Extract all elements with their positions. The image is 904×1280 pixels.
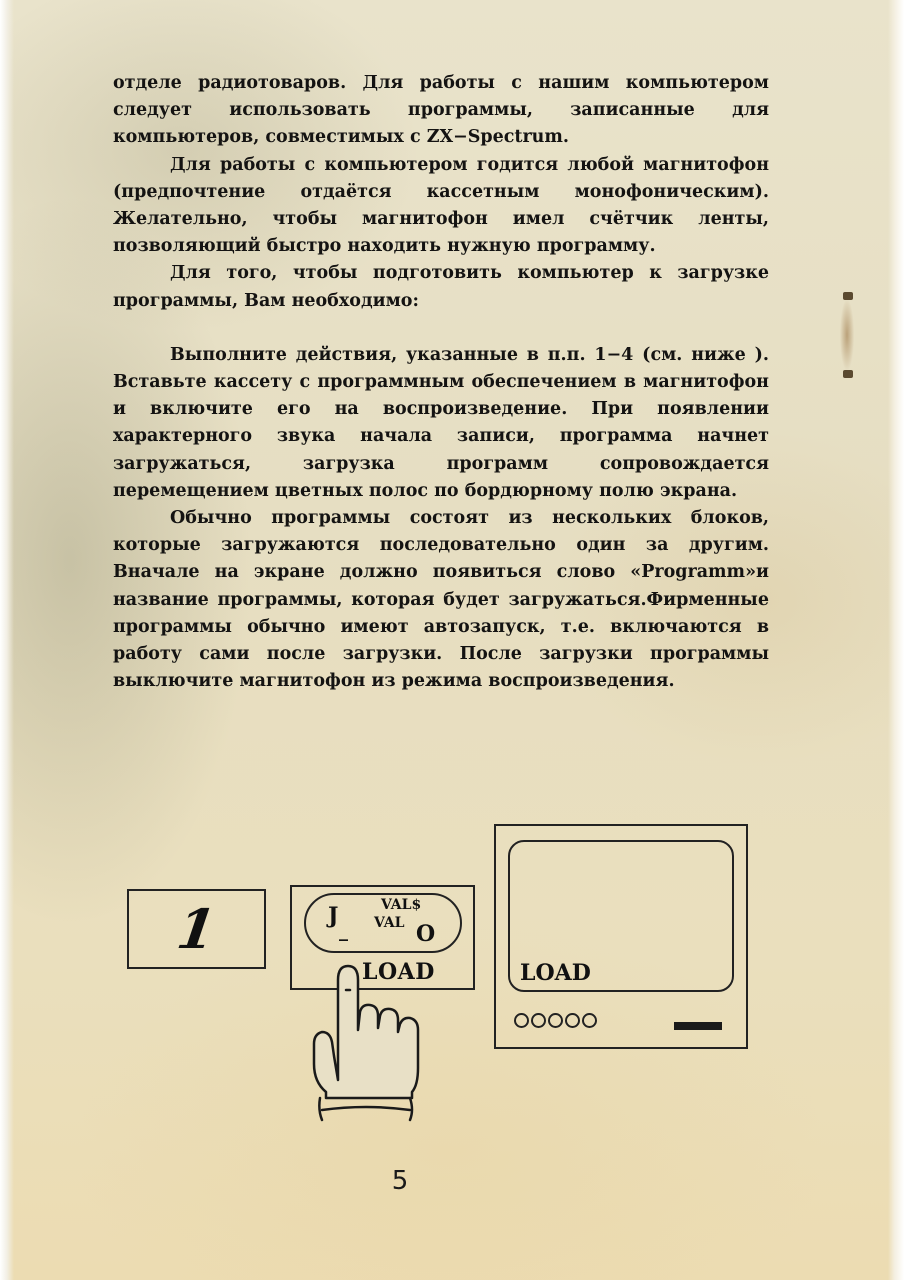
paragraph-5: Обычно программы состоят из нескольких блоков, которые загружаются последовательно один за другим. Вначале на экране должно появиться слово «Programm»и название программы, которая будет загружаться.Фирменные программы обычно имеют автозапуск, т.е. включаются в работу сами после загрузки. После загрузки программы выключите магнитофон из режима воспроизведения. — [113, 508, 769, 692]
tv-slot — [674, 1022, 722, 1030]
step-number-box — [127, 889, 266, 969]
body-text — [113, 70, 769, 695]
paragraph-2: Для работы с компьютером годится любой магнитофон (предпочтение отдаётся кассетным монофоническим). Желательно, чтобы магнитофон имел счётчик ленты, позволяющий быстро находить нужную программу. — [113, 154, 769, 257]
tv-knob — [565, 1013, 580, 1028]
keycap — [304, 893, 462, 953]
key-top-keyword: VAL$ — [381, 897, 422, 913]
tv-knob — [548, 1013, 563, 1028]
key-command-label: LOAD — [362, 959, 435, 985]
tv-illustration — [494, 824, 748, 1049]
step-number: 1 — [173, 897, 220, 961]
page-left-edge — [0, 0, 14, 1280]
key-mid-keyword: VAL — [374, 915, 405, 931]
tv-knob — [514, 1013, 529, 1028]
staple-end-top — [843, 292, 853, 300]
staple-end-bottom — [843, 370, 853, 378]
key-symbol-letter: O — [416, 921, 436, 947]
tv-knobs — [514, 1013, 597, 1028]
tv-knob — [582, 1013, 597, 1028]
key-main-letter: J — [328, 903, 339, 929]
tv-screen — [508, 840, 734, 992]
tv-screen-text: LOAD — [520, 960, 591, 986]
paragraph-4: Выполните действия, указанные в п.п. 1−4 (см. ниже ). Вставьте кассету с программным обеспечением в магнитофон и включите его на воспроизведение. При появлении характерного звука начала записи, программа начнет загружаться, загрузка программ сопровождается перемещением цветных полос по бордюрному полю экрана. — [113, 344, 769, 501]
paragraph-1: отделе радиотоваров. Для работы с нашим компьютером следует использовать программы, записанные для компьютеров, совместимых с ZX−Spectrum. — [113, 73, 769, 148]
staple-mark — [838, 290, 856, 380]
key-underscore: _ — [339, 921, 348, 942]
page-number: 5 — [391, 1166, 409, 1196]
page-right-edge — [888, 0, 904, 1280]
paragraph-3: Для того, чтобы подготовить компьютер к загрузке программы, Вам необходимо: — [113, 263, 769, 311]
tv-knob — [531, 1013, 546, 1028]
pointing-hand-icon — [300, 960, 440, 1130]
